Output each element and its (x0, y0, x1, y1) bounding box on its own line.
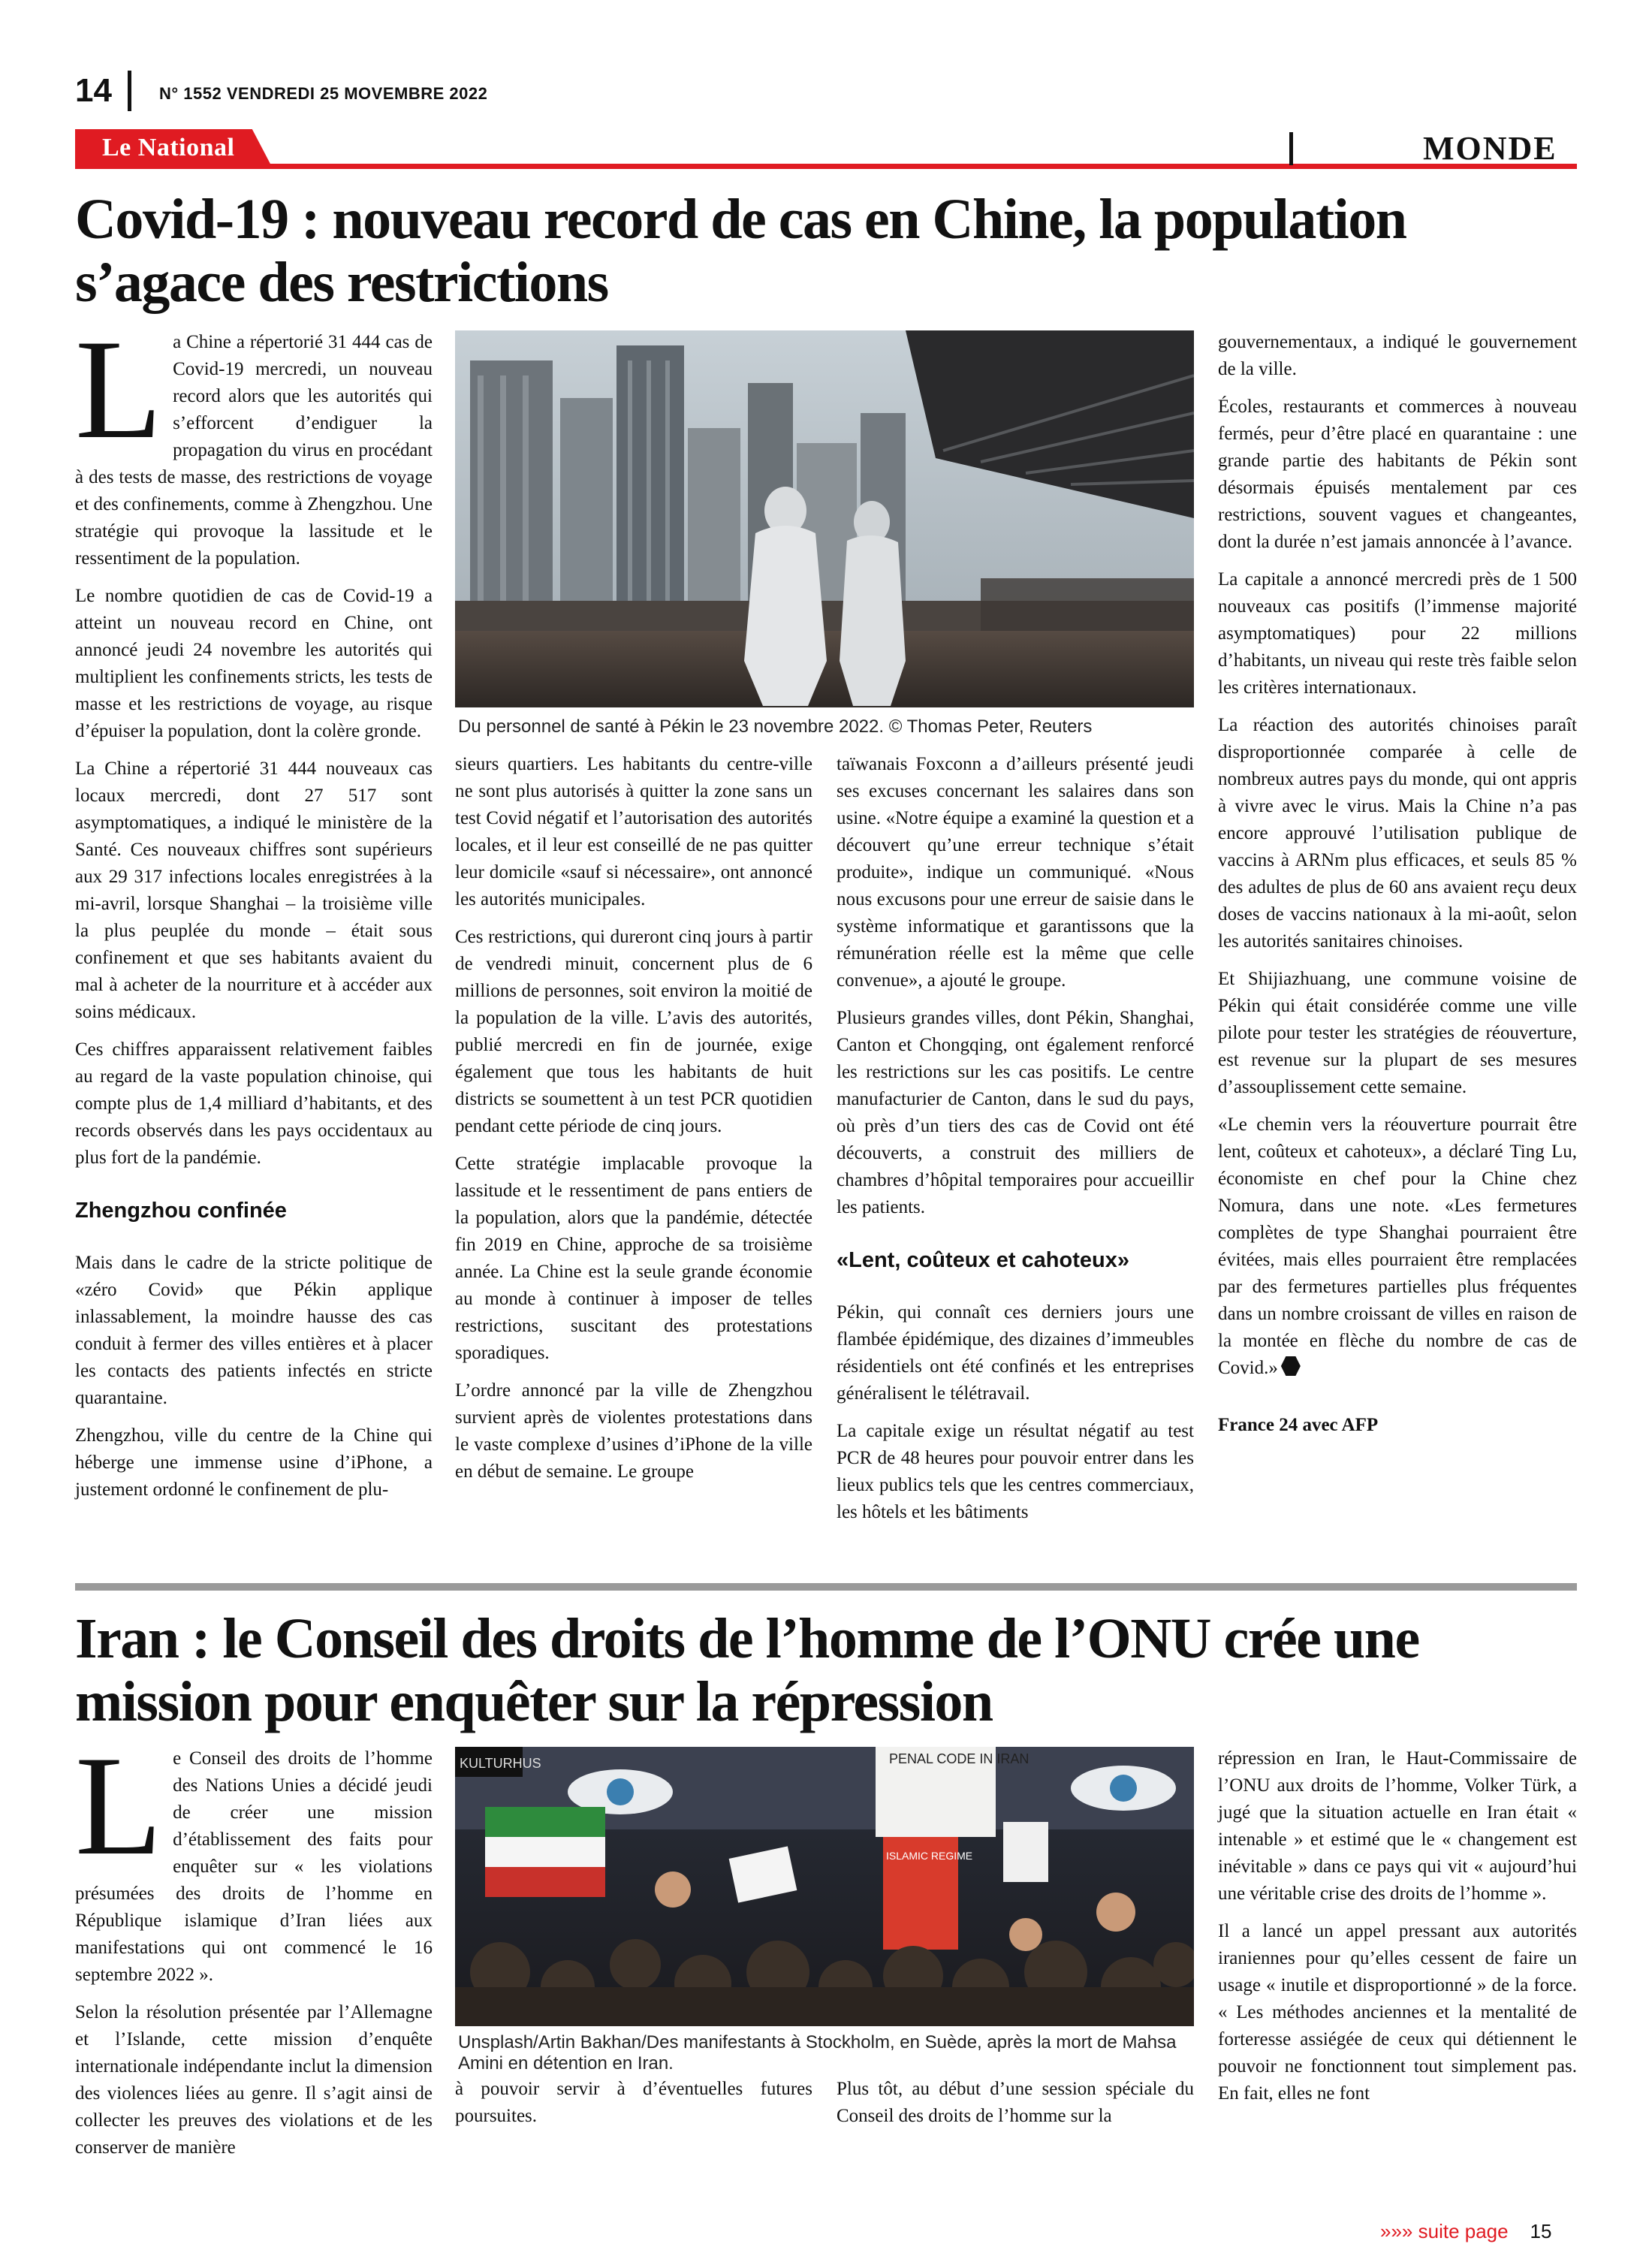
article1-col1 (75, 311, 433, 1514)
article2-col1 (75, 1727, 433, 2172)
section-title: MONDE (1423, 130, 1557, 167)
article1-signature: France 24 avec AFP (1218, 1415, 1379, 1435)
paragraph: répression en Iran, le Haut-Commissaire de l’ONU aux droits de l’homme, Volker Türk, a jugé que la situation actuelle en Iran était « intenable » et estimé que le « changement est inévitable » dans ce pays qui vit « aujourd’hui une véritable crise des droits de l’homme ». (1218, 1748, 1577, 1904)
paragraph: Mais dans le cadre de la stricte politique de «zéro Covid» que Pékin applique inlassablement, la moindre hausse des cas conduit à fermer des villes entières et à placer les contacts des patients infectés en stricte quarantaine. (75, 1253, 433, 1408)
paragraph: Il a lancé un appel pressant aux autorités iraniennes pour qu’elles cessent de faire un usage « inutile et disproportionné » de la force. « Les méthodes anciennes et la mentalité de forteresse assiégée de ceux qui détiennent le pouvoir ne fonctionnent tout simplement pas. En fait, elles ne font (1218, 1921, 1577, 2104)
paragraph: Zhengzhou, ville du centre de la Chine qui héberge une immense usine d’iPhone, a justement ordonné le confinement de plu- (75, 1425, 433, 1500)
article-divider (75, 1583, 1577, 1591)
article1-col4 (1218, 329, 1577, 1449)
paragraph: Plus tôt, au début d’une session spéciale du Conseil des droits de l’homme sur la (837, 2079, 1194, 2126)
publication-tab-label: Le National (102, 134, 235, 161)
paragraph: gouvernementaux, a indiqué le gouvernement de la ville. (1218, 332, 1577, 379)
paragraph: Et Shijiazhuang, une commune voisine de Pékin qui était considérée comme une ville pilote pour tester les stratégies de réouverture, est revenue sur la plupart de ses mesures d’assouplissement cette semaine. (1218, 969, 1577, 1097)
paragraph: Ces chiffres apparaissent relativement faibles au regard de la vaste population chinoise, qui compte plus de 1,4 milliard d’habitants, et des records observés dans les pays occidentaux au plus fort de la pandémie. (75, 1039, 433, 1168)
article1-col2 (455, 751, 812, 1496)
beijing-street-photo (455, 330, 1194, 707)
sign-islamic-regime: ISLAMIC REGIME (886, 1850, 973, 1862)
paragraph: Ces restrictions, qui dureront cinq jours à partir de vendredi minuit, concernent plus de 6 millions de personnes, soit environ la moitié de la population de la ville. L’avis des autorités, publié mercredi en fin de journée, exige également que tous les habitants de huit districts se soumettent à un test PCR quotidien pendant cette période de cinq jours. (455, 927, 812, 1136)
paragraph: à pouvoir servir à d’éventuelles futures poursuites. (455, 2079, 812, 2126)
article1-col3 (837, 751, 1194, 1537)
sign-kulturhus: KULTURHUS (460, 1756, 541, 1771)
article1-dropcap: L (75, 311, 163, 469)
end-of-article-icon (1281, 1356, 1301, 1376)
article2-col4 (1218, 1745, 1577, 2118)
paragraph: La réaction des autorités chinoises paraît disproportionnée comparée à celle de nombreux autres pays du monde, qui ont appris à vivre avec le virus. Mais la Chine n’a pas encore approuvé l’utilisation publique de vaccins à ARNm plus efficaces, et seuls 85 % des adultes de plus de 60 ans avaient reçu deux doses de vaccins nationaux à la mi-août, selon les autorités sanitaires chinoises. (1218, 715, 1577, 952)
continued-label: »»» suite page (1380, 2220, 1509, 2242)
paragraph: taïwanais Foxconn a d’ailleurs présenté jeudi ses excuses concernant les salaires dans son usine. «Notre équipe a examiné la question et a découvert qu’une erreur technique s’était produite», indique un communiqué. «Nous nous excusons pour une erreur de saisie dans le système informatique et garantissons que la rémunération réelle est la même que celle convenue», a ajouté le groupe. (837, 754, 1194, 991)
article2-photo-caption: Unsplash/Artin Bakhan/Des manifestants à Stockholm, en Suède, après la mort de Mahsa Amini en détention en Iran. (458, 2032, 1177, 2074)
paragraph (1218, 1111, 1577, 1382)
paragraph-text: «Le chemin vers la réouverture pourrait être lent, coûteux et cahoteux», a déclaré Ting Lu, économiste en chef pour la Chine chez Nomura, dans une note. «Les fermetures complètes de type Shanghai pourraient être évitées, mais elles pourraient être remplacées par des fermetures partielles plus fréquentes dans un nombre croissant de villes en raison de la montée en flèche du nombre de cas de Covid.» (1218, 1114, 1577, 1378)
article2-dropcap: L (75, 1727, 163, 1885)
article1-subhead-zhengzhou: Zhengzhou confinée (75, 1199, 287, 1223)
stockholm-protest-photo (455, 1747, 1194, 2026)
paragraph: Écoles, restaurants et commerces à nouveau fermés, peur d’être placé en quarantaine : une grande partie des habitants de Pékin sont désormais épuisés mentalement par ces restrictions, souvent vagues et changeantes, dont la durée n’est jamais annoncée à l’avance. (1218, 397, 1577, 552)
continued-page-number: 15 (1530, 2220, 1552, 2242)
paragraph: Cette stratégie implacable provoque la lassitude et le ressentiment de pans entiers de la population, alors que la pandémie, détectée fin 2019 en Chine, approche de sa troisième année. La Chine est la seule grande économie au monde à continuer à imposer de telles restrictions, suscitant des protestations sporadiques. (455, 1154, 812, 1363)
paragraph: La capitale a annoncé mercredi près de 1 500 nouveaux cas positifs (l’immense majorité asymptomatiques) pour 22 millions d’habitants, un niveau qui reste très faible selon les critères internationaux. (1218, 569, 1577, 698)
article1-photo-caption: Du personnel de santé à Pékin le 23 novembre 2022. © Thomas Peter, Reuters (458, 716, 1093, 737)
paragraph: Le nombre quotidien de cas de Covid-19 a atteint un nouveau record en Chine, ont annoncé jeudi 24 novembre les autorités qui multiplient les confinements stricts, les tests de masse et les restrictions de voyage, au risque d’épuiser la population, dont la colère gronde. (75, 586, 433, 741)
section-rule (75, 164, 1577, 169)
article2-headline: Iran : le Conseil des droits de l’homme de l’ONU crée une mission pour enquêter sur la répression (75, 1607, 1419, 1733)
article1-photo (455, 330, 1194, 707)
article1-headline: Covid-19 : nouveau record de cas en Chine, la population s’agace des restrictions (75, 188, 1406, 314)
article2-col2 (455, 2076, 812, 2140)
paragraph: Selon la résolution présentée par l’Allemagne et l’Islande, cette mission d’enquête internationale indépendante inclut la dimension des violences liées au genre. Il s’agit ainsi de collecter les preuves des violations et de les conserver de manière (75, 2002, 433, 2158)
article2-col3 (837, 2076, 1194, 2140)
section-divider (1289, 132, 1293, 165)
paragraph: L’ordre annoncé par la ville de Zhengzhou survient après de violentes protestations dans le vaste complexe d’usines d’iPhone de la ville en début de semaine. Le groupe (455, 1380, 812, 1482)
article2-photo (455, 1747, 1194, 2026)
paragraph: Plusieurs grandes villes, dont Pékin, Shanghai, Canton et Chongqing, ont également renforcé les restrictions sur les cas positifs. Le centre manufacturier de Canton, dans le sud du pays, où près d’un tiers des cas de Covid ont été découverts, a construit des milliers de chambres d’hôpital temporaires pour accueillir les patients. (837, 1008, 1194, 1217)
paragraph: e Conseil des droits de l’homme des Nations Unies a décidé jeudi de créer une mission d’établissement des faits pour enquêter sur « les violations présumées des droits de l’homme en République islamique d’Iran liées aux manifestations qui ont commencé le 16 septembre 2022 ». (75, 1748, 433, 1985)
paragraph: a Chine a répertorié 31 444 cas de Covid-19 mercredi, un nouveau record alors que les autorités qui s’efforcent d’endiguer la propagation du virus en procédant à des tests de masse, des restrictions de voyage et des confinements, comme à Zhengzhou. Une stratégie qui provoque la lassitude et le ressentiment de la population. (75, 332, 433, 569)
sign-penal-code: PENAL CODE IN IRAN (889, 1751, 1029, 1766)
paragraph: sieurs quartiers. Les habitants du centre-ville ne sont plus autorisés à quitter la zone sans un test Covid négatif et l’autorisation des autorités locales, et il leur est conseillé de ne pas quitter leur domicile «sauf si nécessaire», ont annoncé les autorités municipales. (455, 754, 812, 909)
page-number: 14 (75, 72, 112, 109)
issue-line: N° 1552 VENDREDI 25 MOVEMBRE 2022 (159, 84, 488, 103)
paragraph: La Chine a répertorié 31 444 nouveaux cas locaux mercredi, dont 27 517 sont asymptomatiques, a indiqué le ministère de la Santé. Ces nouveaux chiffres sont supérieurs aux 29 317 infections locales enregistrées à la mi-avril, lorsque Shanghai – la troisième ville la plus peuplée du monde – était sous confinement et que ses habitants avaient du mal à acheter de la nourriture et à accéder aux soins médicaux. (75, 759, 433, 1022)
folio-divider (128, 71, 131, 111)
article1-subhead-lent: «Lent, coûteux et cahoteux» (837, 1248, 1129, 1272)
paragraph: Pékin, qui connaît ces derniers jours une flambée épidémique, des dizaines d’immeubles résidentiels ont été confinés et les entreprises généralisent le télétravail. (837, 1302, 1194, 1404)
continued-on-page[interactable] (1380, 2220, 1551, 2243)
paragraph: La capitale exige un résultat négatif au test PCR de 48 heures pour pouvoir entrer dans les lieux publics tels que les centres commerciaux, les hôtels et les bâtiments (837, 1421, 1194, 1522)
